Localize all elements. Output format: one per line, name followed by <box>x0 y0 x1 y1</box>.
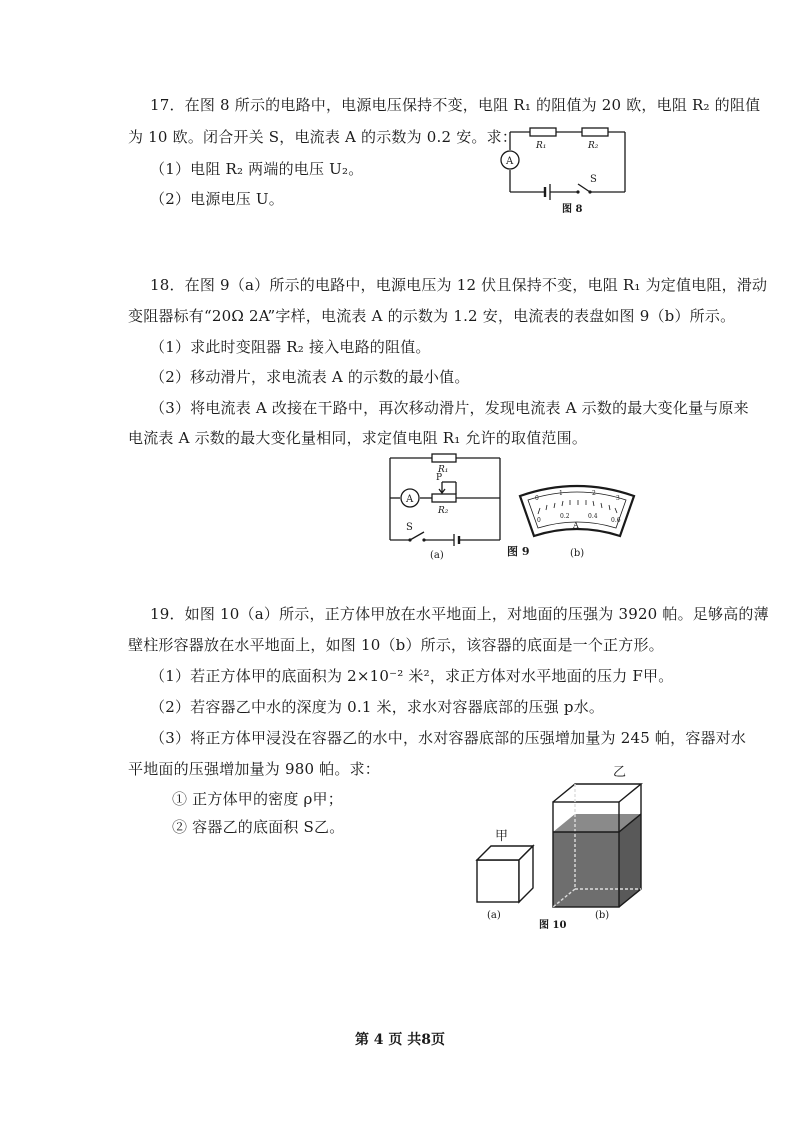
q19-line-3: （1）若正方体甲的底面积为 2×10⁻² 米²，求正方体对水平地面的压力 F甲。 <box>150 667 674 685</box>
q17-line-1: 17．在图 8 所示的电路中，电源电压保持不变，电阻 R₁ 的阻值为 20 欧，电阻 R₂ 的阻值 <box>150 96 761 114</box>
dial-bottom-3: 0.6 <box>611 517 621 524</box>
q19-line-2: 壁柱形容器放在水平地面上，如图 10（b）所示，该容器的底面是一个正方形。 <box>128 636 664 654</box>
dial-bottom-2: 0.4 <box>588 513 598 520</box>
fig8-switch-label: S <box>590 174 597 185</box>
figure-9a-circuit <box>380 450 520 560</box>
q19-line-8: ② 容器乙的底面积 S乙。 <box>172 818 345 836</box>
q18-line-1: 18．在图 9（a）所示的电路中，电源电压为 12 伏且保持不变，电阻 R₁ 为定值电阻，滑动 <box>150 276 768 294</box>
dial-bottom-0: 0 <box>537 517 541 524</box>
fig10-cube-label: 甲 <box>495 829 509 844</box>
dial-top-0: 0 <box>535 495 539 502</box>
fig9-switch-label: S <box>406 522 413 533</box>
figure-9b-ammeter-dial <box>512 478 642 568</box>
dial-top-3: 3 <box>616 495 620 502</box>
fig10-sub-b: (b) <box>595 910 610 921</box>
fig9-caption: 图 9 <box>507 545 530 558</box>
page-footer: 第 4 页 共8页 <box>354 1032 446 1048</box>
q17-line-4: （2）电源电压 U。 <box>150 190 284 208</box>
dial-unit: A <box>573 521 579 530</box>
q19-line-1: 19．如图 10（a）所示，正方体甲放在水平地面上，对地面的压强为 3920 帕。足够高的薄 <box>150 605 769 623</box>
fig9-slider-label: P <box>436 473 443 483</box>
fig8-caption: 图 8 <box>562 204 583 215</box>
q17-line-3: （1）电阻 R₂ 两端的电压 U₂。 <box>150 160 364 178</box>
q19-line-6: 平地面的压强增加量为 980 帕。求： <box>128 760 380 778</box>
fig9-r1-label: R₁ <box>438 465 449 475</box>
dial-bottom-1: 0.2 <box>560 513 570 520</box>
fig10-sub-a: (a) <box>487 910 501 921</box>
fig8-r2-label: R₂ <box>588 141 599 151</box>
figure-10 <box>465 762 655 937</box>
q19-line-7: ① 正方体甲的密度 ρ甲； <box>172 790 343 808</box>
dial-top-1: 1 <box>559 490 563 497</box>
q18-line-5: （3）将电流表 A 改接在干路中，再次移动滑片，发现电流表 A 示数的最大变化量与原来 <box>150 399 749 417</box>
fig8-ammeter-label: A <box>506 156 514 167</box>
fig9-sub-b: (b) <box>570 548 585 559</box>
q18-line-6: 电流表 A 示数的最大变化量相同，求定值电阻 R₁ 允许的取值范围。 <box>128 429 588 447</box>
dial-top-2: 2 <box>592 490 596 497</box>
fig10-caption: 图 10 <box>539 920 567 931</box>
q18-line-2: 变阻器标有“20Ω 2A”字样，电流表 A 的示数为 1.2 安，电流表的表盘如图 9（b）所示。 <box>128 307 736 325</box>
q17-line-2: 为 10 欧。闭合开关 S，电流表 A 的示数为 0.2 安。求： <box>128 128 518 146</box>
q19-line-4: （2）若容器乙中水的深度为 0.1 米，求水对容器底部的压强 p水。 <box>150 698 605 716</box>
fig10-container-label: 乙 <box>613 765 627 780</box>
q19-line-5: （3）将正方体甲浸没在容器乙的水中，水对容器底部的压强增加量为 245 帕，容器对水 <box>150 729 747 747</box>
fig8-r1-label: R₁ <box>536 141 547 151</box>
fig9-sub-a: (a) <box>430 550 444 560</box>
q18-line-3: （1）求此时变阻器 R₂ 接入电路的阻值。 <box>150 338 431 356</box>
fig9-r2-label: R₂ <box>438 506 449 516</box>
figure-8-circuit <box>490 120 640 220</box>
fig9-ammeter-label: A <box>406 494 414 505</box>
q18-line-4: （2）移动滑片，求电流表 A 的示数的最小值。 <box>150 368 470 386</box>
